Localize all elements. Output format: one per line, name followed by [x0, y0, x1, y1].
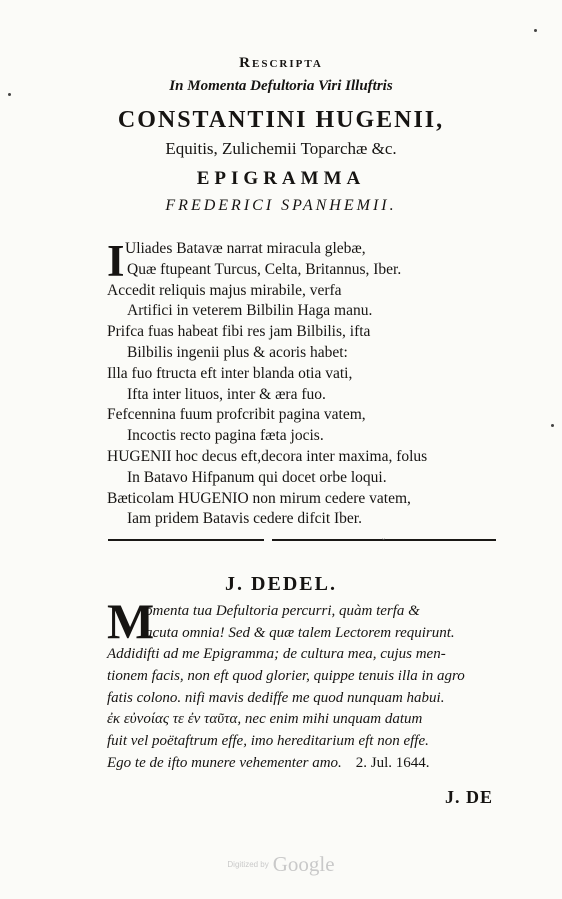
epigram-poem — [107, 236, 507, 530]
poem-line: Bæticolam HUGENIO non mirum cedere vatem, — [107, 489, 411, 507]
scan-speck — [8, 93, 11, 96]
poem-line: In Batavo Hifpanum qui docet orbe loqui. — [127, 468, 387, 486]
letter-line: ἐκ εὐνοίας τε ἐν ταῦτα, nec enim mihi unquam datum — [107, 711, 423, 728]
catchword: J. DE — [445, 787, 494, 807]
poem-line: Bilbilis ingenii plus & acoris habet: — [127, 343, 348, 361]
letter-line-final — [107, 753, 507, 775]
poem-line: Incoctis recto pagina fæta jocis. — [127, 427, 324, 445]
heading-name: CONSTANTINI HUGENII, — [117, 107, 445, 133]
heading-titles: Equitis, Zulichemii Toparchæ &c. — [165, 139, 397, 158]
scan-speck — [534, 29, 537, 32]
letter-line: Addidifti ad me Epigramma; de cultura mea, cujus men- — [107, 646, 446, 663]
letter-text — [107, 593, 507, 775]
poem-drop-cap: I — [107, 236, 125, 286]
heading-author: FREDERICI SPANHEMII. — [165, 197, 397, 214]
google-logo: Google — [272, 852, 335, 876]
rule-mark: ˇ — [382, 537, 385, 547]
signature-dedel: J. DEDEL. — [225, 573, 337, 595]
letter-date: 2. Jul. 1644. — [355, 754, 430, 771]
section-rule-left — [108, 539, 264, 541]
poem-line: Iam pridem Batavis cedere difcit Iber. — [127, 510, 362, 528]
poem-line: Uliades Batavæ narrat miracula glebæ, — [125, 240, 366, 257]
letter-closing: Ego te de ifto munere vehementer amo. — [107, 754, 342, 771]
poem-line: Quæ ftupeant Turcus, Celta, Britannus, Iber. — [127, 260, 402, 278]
letter-drop-cap: M — [107, 593, 155, 649]
letter-line: fatis colono. nifi mavis dediffe me quod nunquam habui. — [107, 689, 445, 706]
poem-line: Accedit reliquis majus mirabile, verfa — [107, 281, 342, 299]
scan-speck — [551, 424, 554, 427]
poem-line: Prifca fuas habeat fibi res jam Bilbilis, ifta — [107, 323, 371, 341]
heading-genre: EPIGRAMMA — [196, 168, 366, 189]
watermark-small: Digitized by — [227, 860, 269, 869]
poem-line: Illa fuo ftructa eft inter blanda otia vati, — [107, 364, 353, 382]
poem-line: Artifici in veterem Bilbilin Haga manu. — [127, 302, 373, 320]
letter-line: fuit vel poëtaftrum effe, imo hereditarium eft non effe. — [107, 733, 429, 750]
poem-line: HUGENII hoc decus eft,decora inter maxima, folus — [107, 447, 428, 465]
letter-line: omenta tua Defultoria percurri, quàm terfa & — [145, 603, 420, 619]
heading-subtitle: In Momenta Defultoria Viri Illuftris — [169, 78, 393, 94]
heading-rescripta: Rescripta — [239, 55, 323, 71]
digitization-watermark — [0, 852, 562, 877]
letter-line: tionem facis, non eft quod glorier, quippe tenuis illa in agro — [107, 668, 465, 685]
poem-line: Ifta inter lituos, inter & æra fuo. — [127, 385, 326, 403]
letter-line: acuta omnia! Sed & quæ talem Lectorem requirunt. — [145, 624, 455, 641]
poem-line: Fefcennina fuum profcribit pagina vatem, — [107, 406, 366, 424]
